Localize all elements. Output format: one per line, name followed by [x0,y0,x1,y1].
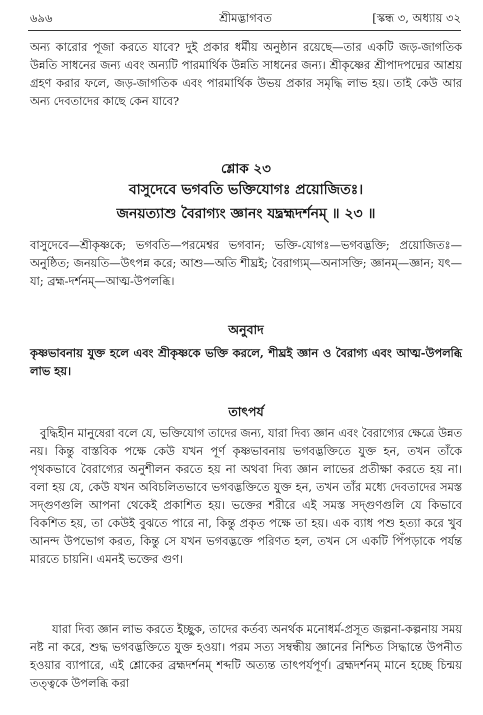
running-header [30,10,461,28]
verse-line-2: জনয়ত্যাশু বৈরাগ্যং জ্ঞানং যদ্ব্রহ্মদর্শনম্ ॥ ২৩ ॥ [116,206,376,222]
chapter-reference: [স্কন্ধ ৩, অধ্যায় ৩২ [372,11,461,25]
header-rule [28,30,461,31]
synonyms-paragraph: বাসুদেবে—শ্রীকৃষ্ণকে; ভগবতি—পরমেশ্বর ভগবান; ভক্তি-যোগঃ—ভগবদ্ভক্তি; প্রয়োজিতঃ—অনুষ্ঠিত; জনয়তি—উৎপন্ন করে; আশু—অতি শীঘ্রই; বৈরাগ্যম্—অনাসক্তি; জ্ঞানম্—জ্ঞান; যৎ—যা; ব্রহ্ম-দর্শনম্—আত্ম-উপলব্ধি। [30,238,462,288]
verse-title: শ্লোক ২৩ [221,161,271,177]
page-number: ৬৯৬ [30,11,53,25]
translation-heading: অনুবাদ [228,322,264,337]
purport-paragraph-2: যারা দিব্য জ্ঞান লাভ করতে ইচ্ছুক, তাদের কর্তব্য অনর্থক মনোধর্ম-প্রসূত জল্পনা-কল্পনায় সময় নষ্ট না করে, শুদ্ধ ভগবদ্ভক্তিতে যুক্ত হওয়া। পরম সত্য সম্বন্ধীয় জ্ঞানের নিশ্চিত সিদ্ধান্তে উপনীত হওয়ার ব্যাপারে, এই শ্লোকের ব্রহ্মদর্শনম্ শব্দটি অত্যন্ত তাৎপর্যপূর্ণ। ব্রহ্মদর্শনম্ মানে হচ্ছে চিন্ময় তত্ত্বকে উপলব্ধি করা [30,622,462,690]
purport-paragraph-1: বুদ্ধিহীন মানুষেরা বলে যে, ভক্তিযোগ তাদের জন্য, যারা দিব্য জ্ঞান এবং বৈরাগ্যের ক্ষেত্রে উন্নত নয়। কিন্তু বাস্তবিক পক্ষে কেউ যখন পূর্ণ কৃষ্ণভাবনায় ভগবদ্ভক্তিতে যুক্ত হন, তখন তাঁকে পৃথকভাবে বৈরাগ্যের অনুশীলন করতে হয় না অথবা দিব্য জ্ঞান লাভের প্রতীক্ষা করতে হয় না। বলা হয় যে, কেউ যখন অবিচলিতভাবে ভগবদ্ভক্তিতে যুক্ত হন, তখন তাঁর মধ্যে দেবতাদের সমস্ত সদ্গুণগুলি আপনা থেকেই প্রকাশিত হয়। ভক্তের শরীরে এই সমস্ত সদ্গুণগুলি যে কিভাবে বিকশিত হয়, তা কেউই বুঝতে পারে না, কিন্তু প্রকৃত পক্ষে তা হয়। এক ব্যাধ পশু হত্যা করে খুব আনন্দ উপভোগ করত, কিন্তু সে যখন ভগবদ্ভক্তে পরিণত হল, তখন সে একটি পিঁপড়াকে পর্যন্ত মারতে চায়নি। এমনই ভক্তের গুণ। [30,426,462,566]
translation-text: কৃষ্ণভাবনায় যুক্ত হলে এবং শ্রীকৃষ্ণকে ভক্তি করলে, শীঘ্রই জ্ঞান ও বৈরাগ্য এবং আত্ম-উপলব্ধি লাভ হয়। [30,346,462,378]
book-title: শ্রীমদ্ভাগবত [219,11,272,25]
verse-line-1: বাসুদেবে ভগবতি ভক্তিযোগঃ প্রয়োজিতঃ। [128,182,364,198]
purport-heading: তাৎপর্য [228,404,264,419]
intro-paragraph: অন্য কারোর পূজা করতে যাবে? দুই প্রকার ধর্মীয় অনুষ্ঠান রয়েছে—তার একটি জড়-জাগতিক উন্নতি সাধনের জন্য এবং অন্যটি পারমার্থিক উন্নতি সাধনের জন্য। শ্রীকৃষ্ণের শ্রীপাদপদ্মের আশ্রয় গ্রহণ করার ফলে, জড়-জাগতিক এবং পারমার্থিক উভয় প্রকার সমৃদ্ধি লাভ হয়। তাই কেউ আর অন্য দেবতাদের কাছে কেন যাবে? [30,40,462,108]
